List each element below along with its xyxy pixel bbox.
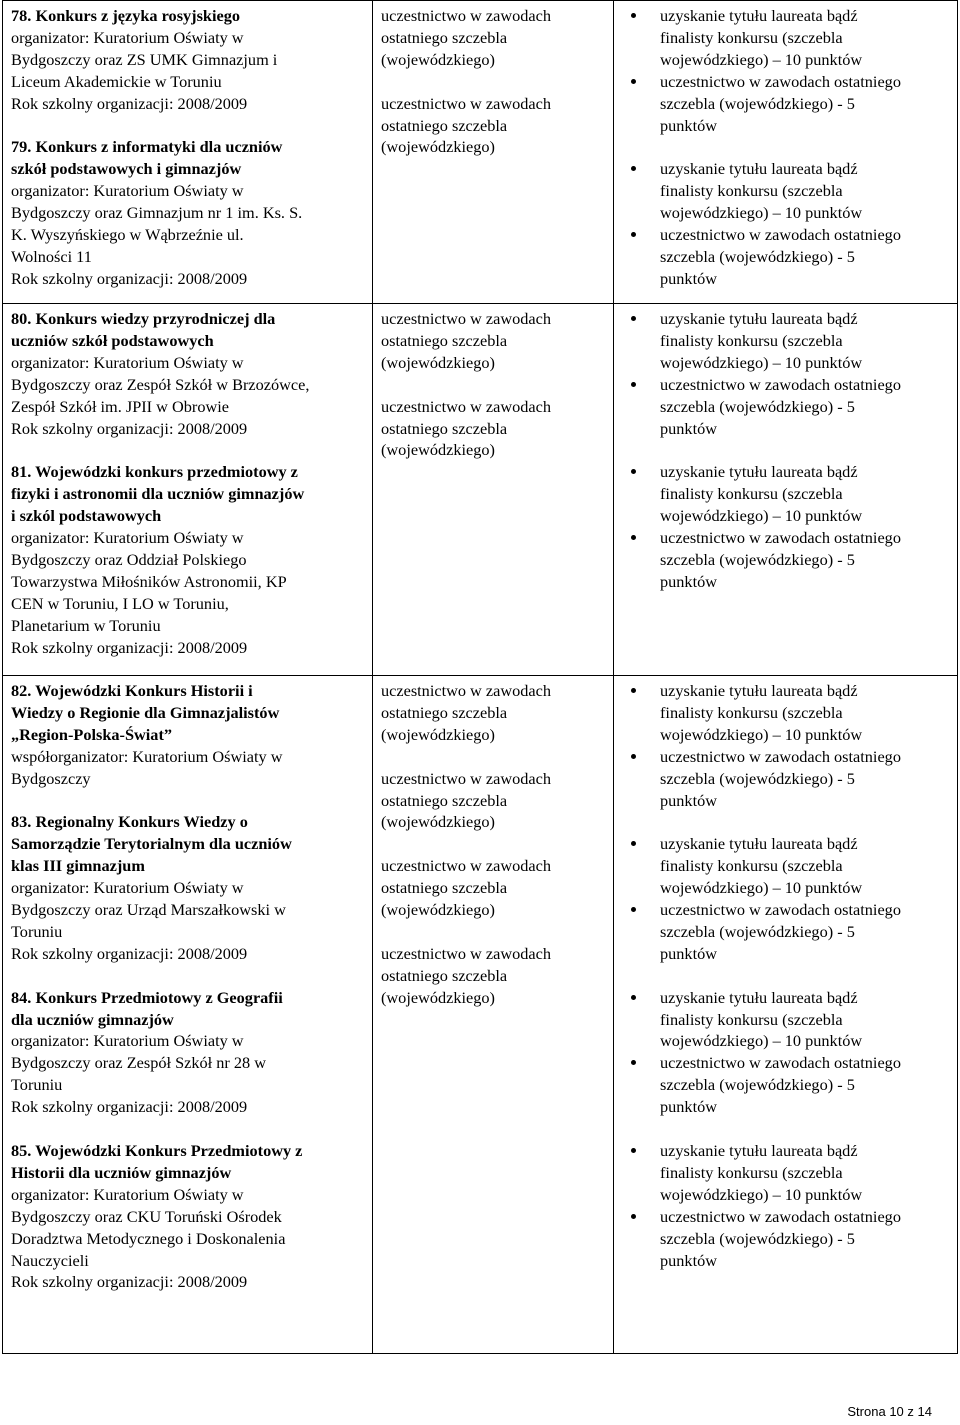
competition-title-line: i szkól podstawowych [11,506,162,526]
competition-number: 84. [11,987,32,1007]
points-list [622,1140,949,1271]
points-line: uzyskanie tytułu laureata bądź [660,6,858,25]
points-line: uzyskanie tytułu laureata bądź [660,1140,858,1160]
level-cell [373,304,614,676]
bullet-icon [631,316,636,321]
points-line: wojewódzkiego) – 10 punktów [660,352,863,372]
points-line: uczestnictwo w zawodach ostatniego [660,374,901,394]
competitions-table [2,0,958,1354]
bullet-icon [631,995,636,1000]
points-list [622,461,949,592]
level-line: uczestnictwo w zawodach [381,768,551,788]
points-list [622,833,949,964]
competition-title [11,505,364,527]
level-line: (wojewódzkiego) [381,49,495,69]
points-line: punktów [660,1097,717,1117]
points-cell [614,304,958,676]
competition-entry [11,680,364,790]
points-cell [614,1,958,304]
organizer-line: organizator: Kuratorium Oświaty w [11,352,244,372]
competition-number: 80. [11,309,32,328]
points-list [622,5,949,136]
organizer-line: organizator: Kuratorium Oświaty w [11,528,244,548]
organizer-line: K. Wyszyńskiego w Wąbrzeźnie ul. [11,225,244,245]
points-line: uzyskanie tytułu laureata bądź [660,462,858,482]
points-list [622,158,949,289]
organizer-line: organizator: Kuratorium Oświaty w [11,1184,244,1204]
competition-title [11,5,364,27]
organizer-line: organizator: Kuratorium Oświaty w [11,181,244,201]
bullet-icon [631,535,636,540]
bullet-icon [631,907,636,912]
bullet-icon [631,166,636,171]
points-line: punktów [660,790,717,810]
organizer-line: Zespół Szkół im. JPII w Obrowie [11,396,229,416]
level-cell [373,1,614,304]
competition-title-line: Konkurs wiedzy przyrodniczej dla [35,309,276,328]
level-line: ostatniego szczebla [381,115,508,135]
level-description [381,308,605,374]
competition-title-line: klas III gimnazjum [11,856,145,876]
organizer-line: Bydgoszczy oraz Zespół Szkół w Brzozówce, [11,374,310,394]
level-description [381,680,605,746]
level-line: uczestnictwo w zawodach [381,396,551,416]
school-year: Rok szkolny organizacji: 2008/2009 [11,418,248,438]
points-line: uzyskanie tytułu laureata bądź [660,159,858,179]
organizer-line: Bydgoszczy oraz Urząd Marszałkowski w [11,900,286,920]
bullet-icon [631,1148,636,1153]
school-year: Rok szkolny organizacji: 2008/2009 [11,268,248,288]
competition-title-line: Wojewódzki Konkurs Historii i [35,681,253,700]
organizer-line: CEN w Toruniu, I LO w Toruniu, [11,593,229,613]
competition-title [11,136,364,158]
table-row [3,1,958,304]
points-item [622,680,949,746]
competition-title [11,483,364,505]
organizer-line: Doradztwa Metodycznego i Doskonalenia [11,1228,286,1248]
bullet-icon [631,688,636,693]
level-description [381,396,605,462]
school-year: Rok szkolny organizacji: 2008/2009 [11,943,248,963]
competition-title-line: dla uczniów gimnazjów [11,1009,174,1029]
competition-title-line: Samorządzie Terytorialnym dla uczniów [11,834,292,854]
competition-entry [11,136,364,289]
level-line: ostatniego szczebla [381,27,508,47]
points-item [622,1206,949,1272]
points-list [622,308,949,439]
organizer-line: Toruniu [11,921,63,941]
points-line: punktów [660,115,717,135]
competition-title [11,308,364,330]
points-line: uzyskanie tytułu laureata bądź [660,987,858,1007]
competition-entry [11,811,364,964]
points-line: finalisty konkursu (szczebla [660,484,843,504]
competition-title-line: uczniów szkół podstawowych [11,330,214,350]
bullet-icon [631,232,636,237]
points-list [622,987,949,1118]
competition-cell [3,304,373,676]
competition-number: 85. [11,1140,32,1160]
points-line: finalisty konkursu (szczebla [660,856,843,876]
competition-title [11,461,364,483]
competition-title-line: fizyki i astronomii dla uczniów gimnazjów [11,484,305,504]
competition-title-line: „Region-Polska-Świat” [11,724,173,744]
points-line: uczestnictwo w zawodach ostatniego [660,71,901,91]
points-line: szczebla (wojewódzkiego) - 5 [660,549,855,569]
points-line: szczebla (wojewódzkiego) - 5 [660,93,855,113]
organizer-line: Bydgoszczy oraz ZS UMK Gimnazjum i [11,49,278,69]
bullet-icon [631,1060,636,1065]
organizer-line: Bydgoszczy oraz Zespół Szkół nr 28 w [11,1053,267,1073]
points-line: wojewódzkiego) – 10 punktów [660,49,863,69]
level-line: (wojewódzkiego) [381,987,495,1007]
points-line: szczebla (wojewódzkiego) - 5 [660,246,855,266]
points-item [622,1052,949,1118]
points-item [622,833,949,899]
level-line: (wojewódzkiego) [381,137,495,157]
organizer-line: Toruniu [11,1075,63,1095]
page-footer [847,1404,932,1419]
points-line: finalisty konkursu (szczebla [660,1009,843,1029]
points-line: uczestnictwo w zawodach ostatniego [660,746,901,766]
points-line: punktów [660,268,717,288]
competition-number: 81. [11,462,32,482]
level-line: uczestnictwo w zawodach [381,681,551,700]
points-line: wojewódzkiego) – 10 punktów [660,724,863,744]
points-line: uczestnictwo w zawodach ostatniego [660,1053,901,1073]
competition-number: 79. [11,137,32,157]
points-line: uzyskanie tytułu laureata bądź [660,681,858,700]
organizer-line: Planetarium w Toruniu [11,615,161,635]
bullet-icon [631,79,636,84]
level-line: (wojewódzkiego) [381,352,495,372]
competition-title [11,1162,364,1184]
level-description [381,93,605,159]
competition-title [11,702,364,724]
organizer-line: współorganizator: Kuratorium Oświaty w [11,746,283,766]
level-description [381,5,605,71]
level-cell [373,676,614,1354]
points-line: wojewódzkiego) – 10 punktów [660,506,863,526]
points-line: finalisty konkursu (szczebla [660,27,843,47]
competition-title [11,987,364,1009]
competition-number: 83. [11,812,32,832]
bullet-icon [631,754,636,759]
organizer-line: organizator: Kuratorium Oświaty w [11,1031,244,1051]
bullet-icon [631,1214,636,1219]
points-line: uczestnictwo w zawodach ostatniego [660,900,901,920]
competition-cell [3,676,373,1354]
points-item [622,987,949,1053]
points-item [622,224,949,290]
competition-title [11,680,364,702]
points-line: uzyskanie tytułu laureata bądź [660,834,858,854]
organizer-line: Towarzystwa Miłośników Astronomii, KP [11,571,287,591]
bullet-icon [631,382,636,387]
points-line: finalisty konkursu (szczebla [660,181,843,201]
points-line: punktów [660,943,717,963]
points-item [622,71,949,137]
bullet-icon [631,841,636,846]
competition-title-line: Wiedzy o Regionie dla Gimnazjalistów [11,702,280,722]
organizer-line: Wolności 11 [11,246,92,266]
points-line: finalisty konkursu (szczebla [660,702,843,722]
competition-cell [3,1,373,304]
organizer-line: organizator: Kuratorium Oświaty w [11,27,244,47]
points-item [622,5,949,71]
organizer-line: Bydgoszczy [11,768,91,788]
level-line: uczestnictwo w zawodach [381,856,551,876]
level-line: uczestnictwo w zawodach [381,309,551,328]
level-line: (wojewódzkiego) [381,812,495,832]
competition-entry [11,461,364,658]
organizer-line: Nauczycieli [11,1250,89,1270]
points-item [622,308,949,374]
level-line: uczestnictwo w zawodach [381,93,551,113]
level-line: (wojewódzkiego) [381,724,495,744]
organizer-line: Bydgoszczy oraz CKU Toruński Ośrodek [11,1206,282,1226]
points-item [622,158,949,224]
points-item [622,461,949,527]
level-line: ostatniego szczebla [381,330,508,350]
level-line: ostatniego szczebla [381,790,508,810]
competition-title-line: Wojewódzki Konkurs Przedmiotowy z [35,1140,303,1160]
organizer-line: organizator: Kuratorium Oświaty w [11,878,244,898]
competition-title-line: szkół podstawowych i gimnazjów [11,159,242,179]
level-line: ostatniego szczebla [381,702,508,722]
competition-entry [11,308,364,439]
level-line: ostatniego szczebla [381,418,508,438]
school-year: Rok szkolny organizacji: 2008/2009 [11,1272,248,1292]
organizer-line: Bydgoszczy oraz Oddział Polskiego [11,549,247,569]
points-line: szczebla (wojewódzkiego) - 5 [660,1228,855,1248]
points-item [622,527,949,593]
points-line: finalisty konkursu (szczebla [660,1162,843,1182]
points-line: wojewódzkiego) – 10 punktów [660,1031,863,1051]
level-line: uczestnictwo w zawodach [381,6,551,25]
level-line: ostatniego szczebla [381,878,508,898]
competition-title [11,833,364,855]
school-year: Rok szkolny organizacji: 2008/2009 [11,637,248,657]
page-number: 10 [889,1404,904,1419]
points-line: finalisty konkursu (szczebla [660,330,843,350]
level-line: (wojewódzkiego) [381,900,495,920]
competition-entry [11,1140,364,1293]
competition-title [11,855,364,877]
points-item [622,899,949,965]
organizer-line: Bydgoszczy oraz Gimnazjum nr 1 im. Ks. S. [11,203,303,223]
points-line: szczebla (wojewódzkiego) - 5 [660,921,855,941]
level-description [381,855,605,921]
level-line: uczestnictwo w zawodach [381,943,551,963]
competition-title [11,330,364,352]
points-line: wojewódzkiego) – 10 punktów [660,203,863,223]
competition-title [11,811,364,833]
page-total: 14 [917,1404,932,1419]
points-item [622,746,949,812]
competition-title [11,1009,364,1031]
competition-title [11,724,364,746]
bullet-icon [631,469,636,474]
points-line: wojewódzkiego) – 10 punktów [660,878,863,898]
points-line: uczestnictwo w zawodach ostatniego [660,225,901,245]
competition-title-line: Regionalny Konkurs Wiedzy o [35,812,248,832]
table-row [3,304,958,676]
level-line: ostatniego szczebla [381,965,508,985]
competition-entry [11,5,364,115]
school-year: Rok szkolny organizacji: 2008/2009 [11,1097,248,1117]
level-description [381,943,605,1009]
points-line: wojewódzkiego) – 10 punktów [660,1184,863,1204]
page-label: Strona [847,1404,886,1419]
level-line: (wojewódzkiego) [381,440,495,460]
competition-title-line: Wojewódzki konkurs przedmiotowy z [35,462,298,482]
level-description [381,768,605,834]
competition-number: 78. [11,6,32,25]
points-line: uzyskanie tytułu laureata bądź [660,309,858,328]
points-item [622,374,949,440]
competition-entry [11,987,364,1118]
points-line: punktów [660,1250,717,1270]
points-line: szczebla (wojewódzkiego) - 5 [660,1075,855,1095]
organizer-line: Liceum Akademickie w Toruniu [11,71,222,91]
points-list [622,680,949,811]
bullet-icon [631,13,636,18]
points-cell [614,676,958,1354]
points-line: uczestnictwo w zawodach ostatniego [660,1206,901,1226]
competition-title [11,1140,364,1162]
points-line: szczebla (wojewódzkiego) - 5 [660,768,855,788]
competition-title-line: Konkurs Przedmiotowy z Geografii [35,987,283,1007]
table-row [3,676,958,1354]
points-line: uczestnictwo w zawodach ostatniego [660,528,901,548]
points-line: szczebla (wojewódzkiego) - 5 [660,396,855,416]
page-of-label: z [907,1404,914,1419]
school-year: Rok szkolny organizacji: 2008/2009 [11,93,248,113]
competition-title [11,158,364,180]
points-item [622,1140,949,1206]
competition-title-line: Konkurs z informatyki dla uczniów [35,137,283,157]
points-line: punktów [660,571,717,591]
competition-title-line: Historii dla uczniów gimnazjów [11,1162,232,1182]
points-line: punktów [660,418,717,438]
competition-number: 82. [11,681,32,700]
competition-title-line: Konkurs z języka rosyjskiego [35,6,241,25]
